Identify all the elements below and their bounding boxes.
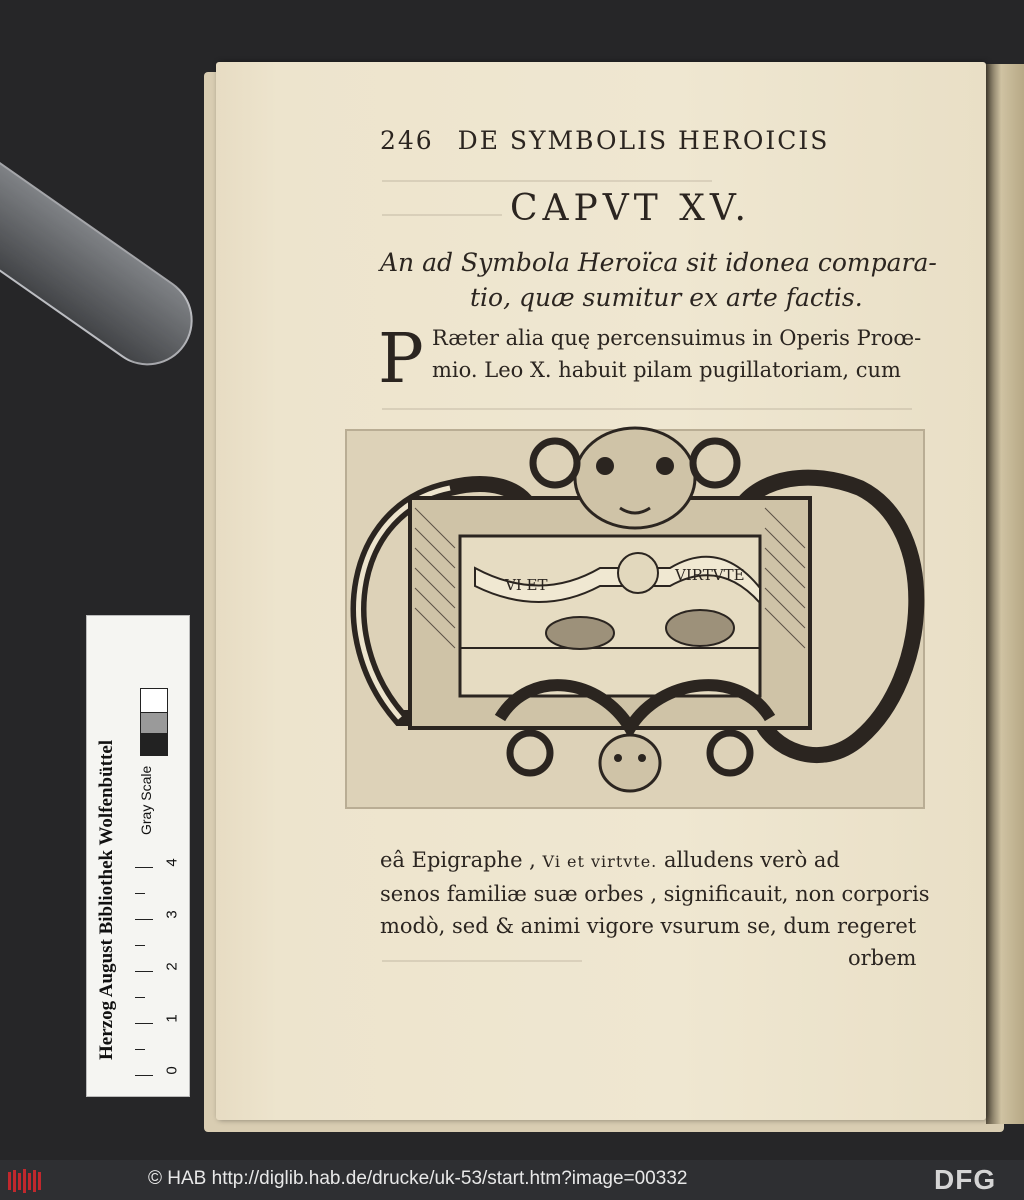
body-text-line <box>380 848 840 872</box>
ruler-tick <box>135 997 145 998</box>
gauntlet-right <box>666 610 734 646</box>
ruler-tick <box>135 1049 145 1050</box>
mask-eye <box>596 457 614 475</box>
catchword: orbem <box>848 946 917 970</box>
banner-text-left: VI ET <box>505 576 548 594</box>
chapter-subtitle-line: tio, quæ sumitur ex arte factis. <box>470 283 863 312</box>
engraving-illustration <box>340 418 930 814</box>
bleed-through-line <box>382 214 502 216</box>
chapter-title: CAPVT XV. <box>510 188 751 229</box>
mask-eye <box>656 457 674 475</box>
ruler-number: 1 <box>163 1014 181 1023</box>
body-text-fragment: alludens verò ad <box>657 848 840 872</box>
gray-swatch-mid <box>140 712 168 734</box>
ruler-number: 4 <box>163 858 181 867</box>
gauntlet-left <box>546 617 614 649</box>
hab-logo-icon <box>6 1168 46 1194</box>
footer-bar <box>0 1160 1024 1200</box>
ruler-tick <box>135 971 153 972</box>
mask-eye <box>614 754 622 762</box>
ruler-tick <box>135 1023 153 1024</box>
ruler-tick <box>135 893 145 894</box>
running-head-title: DE SYMBOLIS HEROICIS <box>457 126 830 155</box>
copyright-link[interactable]: © HAB http://diglib.hab.de/drucke/uk-53/start.htm?image=00332 <box>148 1168 688 1189</box>
gray-swatch-black <box>140 734 168 756</box>
ruler-number: 3 <box>163 910 181 919</box>
ruler-tick <box>135 1075 153 1076</box>
running-head <box>380 126 829 155</box>
mask-eye <box>638 754 646 762</box>
ruler-institution-label: Herzog August Bibliothek Wolfenbüttel <box>96 739 117 1060</box>
ruler-tick <box>135 945 145 946</box>
ball <box>618 553 658 593</box>
bleed-through-line <box>382 960 582 962</box>
drop-cap: P <box>378 320 424 399</box>
facing-page-edge <box>986 64 1024 1124</box>
body-text-line: senos familiæ suæ orbes , significauit, non corporis <box>380 882 930 906</box>
ruler-grayscale-label: Gray Scale <box>138 765 154 835</box>
bleed-through-line <box>382 408 912 410</box>
body-text-line: mio. Leo X. habuit pilam pugillatoriam, cum <box>432 358 901 382</box>
epigraph-smallcaps: Vi et virtvte. <box>542 852 658 871</box>
banner-text-right: VIRTVTE <box>675 566 745 584</box>
ruler-tick <box>135 919 153 920</box>
ruler-number: 0 <box>163 1066 181 1075</box>
body-text-line: Ræter alia quę percensuimus in Operis Proœ- <box>432 326 922 350</box>
glass-page-weight <box>0 120 210 383</box>
grotesque-mask-bottom <box>600 735 660 791</box>
dfg-logo: DFG <box>934 1164 997 1195</box>
body-text-line: modò, sed & animi vigore vsurum se, dum regeret <box>380 914 917 938</box>
page-number: 246 <box>380 126 434 155</box>
body-text-fragment: eâ Epigraphe , <box>380 848 543 872</box>
chapter-subtitle-line: An ad Symbola Heroïca sit idonea compara- <box>380 248 937 277</box>
ruler-tick <box>135 867 153 868</box>
bleed-through-line <box>382 180 712 182</box>
ruler-number: 2 <box>163 962 181 971</box>
